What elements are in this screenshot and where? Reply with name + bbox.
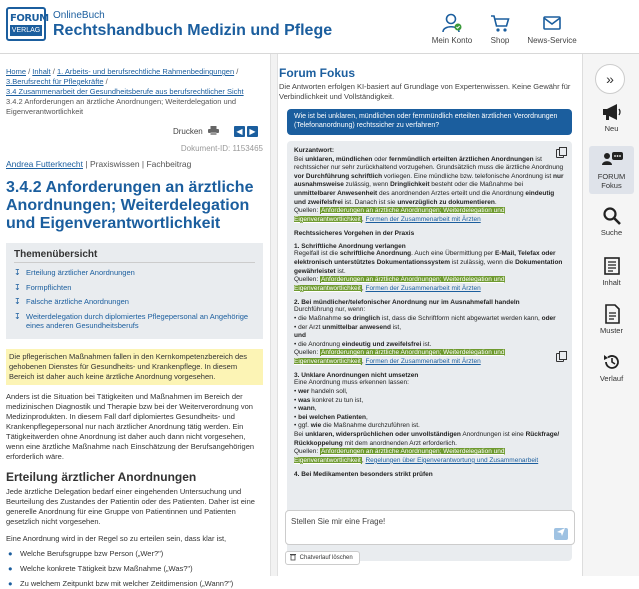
source-link[interactable]: Formen der Zusammenarbeit mit Ärzten bbox=[365, 357, 481, 365]
breadcrumb-current: 3.4.2 Anforderungen an ärztliche Anordnungen; Weiterdelegation und Eigenverantwortlichkeit bbox=[6, 97, 237, 116]
toc-item[interactable] bbox=[14, 297, 255, 307]
forum-fokus-panel bbox=[279, 54, 582, 576]
forum-disclaimer: Die Antworten erfolgen KI-basiert auf Grundlage von Expertenwissen. Keine Gewähr für Verbindlichkeit und Vollständigkeit. bbox=[279, 82, 571, 101]
toc-title: Themenübersicht bbox=[14, 249, 255, 263]
arrow-down-icon: ↧ bbox=[14, 268, 21, 277]
clear-chat-label: Chatverlauf löschen bbox=[299, 555, 353, 561]
rail-item-label: Muster bbox=[600, 326, 623, 335]
author-link[interactable]: Andrea Futterknecht bbox=[6, 159, 84, 169]
nav-shop[interactable] bbox=[470, 12, 530, 45]
toc-item-label: Falsche ärztliche Anordnungen bbox=[26, 297, 129, 306]
answer-step-heading: 3. Unklare Anordnungen nicht umsetzen bbox=[294, 372, 419, 380]
answer-list-item: • der Arzt unmittelbar anwesend ist, bbox=[294, 323, 402, 331]
article-meta: | Praxiswissen | Fachbeitrag bbox=[83, 159, 192, 169]
author-line bbox=[6, 159, 263, 169]
article-title: 3.4.2 Anforderungen an ärztliche Anordnungen; Weiterdelegation und Eigenverantwortlichkeit bbox=[6, 179, 254, 232]
breadcrumb-home[interactable]: Home bbox=[6, 67, 27, 76]
answer-list-item: und bbox=[294, 332, 306, 340]
rail-item-label: FORUM Fokus bbox=[597, 172, 626, 190]
chat-input-placeholder: Stellen Sie mir eine Frage! bbox=[291, 517, 386, 526]
rail-item-label: Neu bbox=[604, 124, 619, 133]
answer-list-item: • die Anordnung eindeutig und zweifelsfrei ist. bbox=[294, 340, 432, 348]
cart-icon bbox=[489, 12, 511, 34]
list-item bbox=[6, 564, 263, 574]
mail-icon bbox=[541, 12, 563, 34]
list-item bbox=[6, 579, 263, 589]
arrow-down-icon: ↧ bbox=[14, 311, 21, 321]
breadcrumb-separator: / bbox=[105, 77, 108, 86]
next-page-arrow-icon[interactable]: ▶ bbox=[247, 126, 258, 137]
bullet-icon: ● bbox=[8, 563, 13, 573]
toc-item-label: Erteilung ärztlicher Anordnungen bbox=[26, 268, 135, 277]
rail-item-suche[interactable] bbox=[589, 206, 634, 237]
copy-icon[interactable] bbox=[556, 353, 564, 362]
section-heading: Erteilung ärztlicher Anordnungen bbox=[6, 469, 197, 484]
article-panel bbox=[0, 54, 269, 588]
breadcrumb-inhalt[interactable]: Inhalt bbox=[32, 67, 51, 76]
collapse-sidebar-button[interactable]: » bbox=[595, 64, 625, 94]
account-icon bbox=[441, 12, 463, 34]
answer-sources: Quellen: Anforderungen an ärztliche Anordnungen; Weiterdelegation und Eigenverantwortlichkeit, Formen der Zusammenarbeit mit Ärzten bbox=[294, 349, 505, 365]
send-button[interactable] bbox=[554, 528, 568, 540]
app-header bbox=[0, 0, 639, 54]
source-link[interactable]: Formen der Zusammenarbeit mit Ärzten bbox=[365, 284, 481, 292]
brand-title[interactable]: Rechtshandbuch Medizin und Pflege bbox=[53, 22, 333, 39]
answer-paragraph: Bei unklaren, widersprüchlichen oder unvollständigen Anordnungen ist eine Rückfrage/ Rückkoppelung mit dem anordnenden Arzt erforderlich. bbox=[294, 431, 560, 447]
breadcrumb-separator: / bbox=[52, 67, 55, 76]
breadcrumb bbox=[6, 67, 263, 117]
answer-list-item: • ggf. wie die Maßnahme durchzuführen ist. bbox=[294, 422, 420, 430]
breadcrumb-separator: / bbox=[28, 67, 31, 76]
answer-paragraph: Regelfall ist die schriftliche Anordnung. Auch eine Übermittlung per E-Mail, Telefax oder elektronisch unterstütztes Dokumentationssystem ist zulässig, wenn die Dokumentation gewährleistet ist. bbox=[294, 250, 563, 275]
list-item bbox=[6, 549, 263, 559]
list-item-text: Welche konkrete Tätigkeit bzw Maßnahme („Was?") bbox=[20, 563, 193, 573]
clear-chat-button[interactable] bbox=[285, 551, 360, 565]
toc-item[interactable] bbox=[14, 283, 255, 293]
source-link[interactable]: Anforderungen an ärztliche Anordnungen; Weiterdelegation und Eigenverantwortlichkeit bbox=[294, 207, 505, 223]
breadcrumb-separator: / bbox=[236, 67, 239, 76]
forum-title: Forum Fokus bbox=[279, 66, 356, 80]
bullet-icon: ● bbox=[8, 548, 13, 558]
nav-news-label: News-Service bbox=[527, 36, 577, 45]
nav-shop-label: Shop bbox=[490, 36, 510, 45]
document-icon bbox=[602, 304, 622, 324]
history-icon bbox=[602, 352, 622, 372]
right-sidebar bbox=[582, 54, 639, 576]
list-item-text: Zu welchem Zeitpunkt bzw mit welcher Zeitdimension („Wann?") bbox=[20, 578, 234, 588]
forum-verlag-logo[interactable] bbox=[6, 7, 49, 41]
answer-paragraph: Durchführung nur, wenn: bbox=[294, 306, 366, 314]
toc-box bbox=[6, 243, 263, 339]
brand-subtitle: OnlineBuch bbox=[53, 10, 105, 21]
list-item-text: Welche Berufsgruppe bzw Person („Wer?") bbox=[20, 548, 164, 558]
answer-list-item: • wann, bbox=[294, 405, 317, 413]
panel-divider-handle[interactable] bbox=[270, 54, 278, 576]
nav-news-service[interactable] bbox=[522, 12, 582, 45]
source-link[interactable]: Anforderungen an ärztliche Anordnungen; Weiterdelegation und Eigenverantwortlichkeit bbox=[294, 448, 505, 464]
print-label: Drucken bbox=[172, 127, 203, 136]
source-link[interactable]: Formen der Zusammenarbeit mit Ärzten bbox=[365, 215, 481, 223]
answer-heading: Kurzantwort: bbox=[294, 147, 335, 154]
send-icon bbox=[557, 528, 565, 536]
document-id: Dokument-ID: 1153465 bbox=[180, 144, 263, 153]
answer-step-heading: 1. Schriftliche Anordnung verlangen bbox=[294, 243, 406, 251]
printer-icon bbox=[208, 126, 219, 135]
paragraph: Eine Anordnung wird in der Regel so zu erteilen sein, dass klar ist, bbox=[6, 533, 227, 543]
ai-answer-bubble bbox=[287, 141, 572, 561]
arrow-down-icon: ↧ bbox=[14, 282, 21, 292]
forum-fokus-icon bbox=[600, 150, 624, 170]
article-tools bbox=[6, 126, 263, 140]
answer-sources: Quellen: Anforderungen an ärztliche Anordnungen; Weiterdelegation und Eigenverantwortlichkeit, Formen der Zusammenarbeit mit Ärzten bbox=[294, 207, 505, 223]
arrow-down-icon: ↧ bbox=[14, 297, 21, 306]
rail-item-inhalt[interactable] bbox=[589, 256, 634, 287]
rail-item-verlauf[interactable] bbox=[589, 352, 634, 383]
prev-page-arrow-icon[interactable]: ◀ bbox=[234, 126, 245, 137]
highlighted-paragraph: Die pflegerischen Maßnahmen fallen in den Kernkompetenzbereich des gehobenen Dienstes für Gesundheits- und Krankenpflege. In diesem Bereich ist daher auch keine ärztliche Anordnung vorgesehen. bbox=[6, 349, 263, 385]
answer-paragraph: Eine Anordnung muss erkennen lassen: bbox=[294, 379, 409, 387]
rail-item-label: Suche bbox=[600, 228, 623, 237]
breadcrumb-chapter-3-4[interactable]: 3.4 Zusammenarbeit der Gesundheitsberufe aus berufsrechtlicher Sicht bbox=[6, 87, 244, 96]
rail-item-muster[interactable] bbox=[589, 304, 634, 335]
rail-item-forum-fokus[interactable] bbox=[589, 146, 634, 194]
logo-text: FORUM bbox=[10, 13, 49, 24]
copy-icon[interactable] bbox=[556, 149, 564, 158]
chat-input[interactable] bbox=[285, 510, 575, 545]
answer-section-heading: Rechtssicheres Vorgehen in der Praxis bbox=[294, 230, 415, 238]
trash-icon bbox=[290, 553, 296, 560]
paragraph: Anders ist die Situation bei Tätigkeiten und Maßnahmen im Bereich der medizinischen Diagnostik und Therapie bzw bei der Weiterverordnung von Medizinprodukten. In diesem Fall darf diplomiertes Gesundheits- und Krankenpflegepersonal nur nach ärztlicher Anordnung tätig werden. Ein Tätigkeitwerden ohne Anordnung ist daher auch dann nicht vorgesehen, wenn eine ärztliche Maßnahme nach Einschätzung der Berufsangehörigen erforderlich wäre. bbox=[6, 391, 255, 461]
answer-step-heading: 4. Bei Medikamenten besonders strikt prüfen bbox=[294, 471, 433, 479]
nav-account-label: Mein Konto bbox=[431, 36, 473, 45]
paragraph: Jede ärztliche Delegation bedarf einer eingehenden Untersuchung und Beurteilung des Zustandes der Patientin oder des Patienten. Daher ist eine generelle Anordnung für eine Gruppe von Patientinnen und Patienten gesetzlich nicht vorgesehen. bbox=[6, 486, 255, 526]
rail-item-label: Verlauf bbox=[599, 374, 624, 383]
source-link[interactable]: Anforderungen an ärztliche Anordnungen; Weiterdelegation und Eigenverantwortlichkeit bbox=[294, 276, 505, 292]
answer-step-heading: 2. Bei mündlicher/telefonischer Anordnung nur im Ausnahmefall handeln bbox=[294, 299, 520, 307]
logo-subtext: VERLAG bbox=[11, 27, 41, 34]
rail-item-label: Inhalt bbox=[602, 278, 621, 287]
answer-list-item: • was konkret zu tun ist, bbox=[294, 396, 364, 404]
breadcrumb-chapter-1[interactable]: 1. Arbeits- und berufsrechtliche Rahmenbedingungen bbox=[56, 67, 235, 76]
print-button[interactable] bbox=[173, 126, 219, 136]
toc-item-label: Formpflichten bbox=[26, 282, 72, 292]
source-link[interactable]: Regelungen über Eigenverantwortung und Zusammenarbeit bbox=[365, 456, 539, 464]
answer-list-item: • bei welchen Patienten, bbox=[294, 413, 368, 421]
toc-item[interactable] bbox=[14, 268, 255, 278]
book-icon bbox=[602, 256, 622, 276]
toc-item[interactable] bbox=[14, 312, 255, 331]
answer-sources: Quellen: Anforderungen an ärztliche Anordnungen; Weiterdelegation und Eigenverantwortlichkeit, Formen der Zusammenarbeit mit Ärzten bbox=[294, 276, 505, 292]
source-link[interactable]: Anforderungen an ärztliche Anordnungen; Weiterdelegation und Eigenverantwortlichkeit bbox=[294, 349, 505, 365]
breadcrumb-chapter-3[interactable]: 3.Berufsrecht für Pflegekräfte bbox=[6, 77, 104, 86]
answer-list-item: • die Maßnahme so dringlich ist, dass die Schriftform nicht abgewartet werden kann, oder bbox=[294, 314, 556, 322]
rail-item-neu[interactable] bbox=[589, 102, 634, 133]
answer-list-item: • wer handeln soll, bbox=[294, 388, 348, 396]
bullet-icon: ● bbox=[8, 578, 13, 588]
megaphone-icon bbox=[601, 102, 623, 122]
answer-sources: Quellen: Anforderungen an ärztliche Anordnungen; Weiterdelegation und Eigenverantwortlichkeit, Regelungen über Eigenverantwortung und Zusammenarbeit bbox=[294, 448, 539, 464]
search-icon bbox=[602, 206, 622, 226]
user-question-bubble: Wie ist bei unklaren, mündlichen oder fernmündlich erteilten ärztlichen Verordnungen (Telefonanordnung) rechtssicher zu verfahren? bbox=[287, 109, 572, 135]
answer-paragraph: Bei unklaren, mündlichen oder fernmündlich erteilten ärztlichen Anordnungen ist rechtssicher nur sehr zurückhaltend vorzugehen. Grundsätzlich muss die ärztliche Anordnung vor Durchführung schriftlich vorliegen. Eine mündliche bzw. telefonische Anordnung ist nur ausnahmsweise zulässig, wenn Dringlichkeit besteht oder die Maßnahme bei unmittelbarer Anwesenheit des anordnenden Arztes erteilt und die Anordnung eindeutig und zweifelsfrei ist. Danach ist sie unverzüglich zu dokumentieren. bbox=[294, 155, 564, 206]
toc-item-label: Weiterdelegation durch diplomiertes Pflegepersonal an Angehörige eines anderen Gesundheitsberufs bbox=[26, 311, 249, 330]
